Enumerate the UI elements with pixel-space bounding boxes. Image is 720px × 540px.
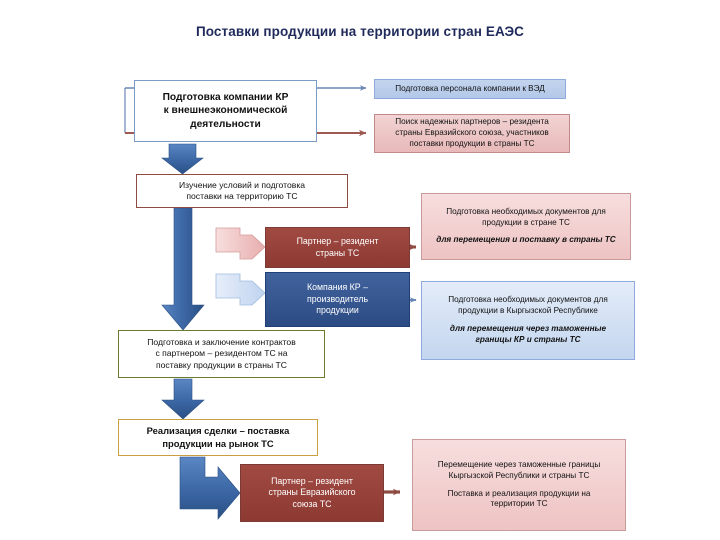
box-line: Поставка и реализация продукции на <box>447 488 591 498</box>
box-company-preparation[interactable] <box>134 80 317 142</box>
box-line: Подготовка и заключение контрактов <box>147 336 296 347</box>
box-line: территории ТС <box>490 499 548 509</box>
box-line: Перемещение через таможенные границы <box>437 459 601 469</box>
arrow-realize-to-partner-eaes <box>180 457 240 519</box>
arrow-study-to-company-kr <box>216 274 265 305</box>
box-line: деятельности <box>190 118 261 130</box>
box-line: Поиск надежных партнеров – резидента <box>395 117 549 127</box>
box-line: Подготовка персонала компании к ВЭД <box>395 83 545 93</box>
box-line: к внешнеэкономической <box>163 105 288 117</box>
box-personnel-preparation[interactable] <box>374 79 566 99</box>
box-line: продукции в Кыргызской Республике <box>458 306 598 316</box>
box-line: Подготовка компании КР <box>162 91 289 103</box>
box-line: страны ТС <box>315 247 360 258</box>
box-line: Подготовка необходимых документов для <box>446 206 606 216</box>
box-line: страны Евразийского <box>268 487 356 498</box>
box-line: Подготовка необходимых документов для <box>448 295 608 305</box>
box-documents-ts[interactable] <box>421 193 631 260</box>
box-line: продукции на рынок ТС <box>162 437 274 449</box>
box-line: Компания КР – <box>306 282 369 293</box>
box-line: Партнер – резидент <box>271 475 353 486</box>
box-line-italic: границы КР и страны ТС <box>475 334 581 344</box>
box-line: поставки на территорию ТС <box>186 191 298 201</box>
box-line: Изучение условий и подготовка <box>178 179 306 190</box>
box-partner-search[interactable] <box>374 114 570 153</box>
arrow-study-to-partner-ts <box>216 228 265 259</box>
box-line: Партнер – резидент <box>296 235 379 246</box>
page-title: Поставки продукции на территории стран ЕАЭС <box>195 24 525 39</box>
box-partner-resident-eaes[interactable] <box>240 464 384 522</box>
box-line: производитель <box>306 293 369 304</box>
box-study-conditions[interactable] <box>136 174 348 208</box>
box-line: продукции в стране ТС <box>482 217 570 227</box>
box-line: поставку продукции в страны ТС <box>156 359 287 370</box>
box-line: Реализация сделки – поставка <box>146 425 290 437</box>
box-line: страны Евразийского союза, участников <box>395 128 549 138</box>
box-line: поставки продукции в страны ТС <box>409 138 535 148</box>
box-documents-kr[interactable] <box>421 281 635 360</box>
box-line-italic: для перемещения через таможенные <box>449 324 607 333</box>
box-line: Кыргызской Республики и страны ТС <box>448 470 590 480</box>
box-line: с партнером – резидентом ТС на <box>155 348 288 359</box>
box-line-italic: для перемещения и поставку в страны ТС <box>436 235 616 245</box>
box-customs-movement[interactable] <box>412 439 626 531</box>
box-deal-realization[interactable] <box>118 419 318 456</box>
box-company-kr-producer[interactable] <box>265 272 410 327</box>
arrow-contracts-to-realize <box>162 379 204 419</box>
box-partner-resident-ts[interactable] <box>265 227 410 268</box>
box-line: союза ТС <box>292 498 332 509</box>
arrow-study-to-contracts <box>162 208 204 330</box>
arrow-prep-to-study <box>162 144 203 174</box>
box-line: продукции <box>316 305 359 316</box>
box-contracts[interactable] <box>118 330 325 378</box>
